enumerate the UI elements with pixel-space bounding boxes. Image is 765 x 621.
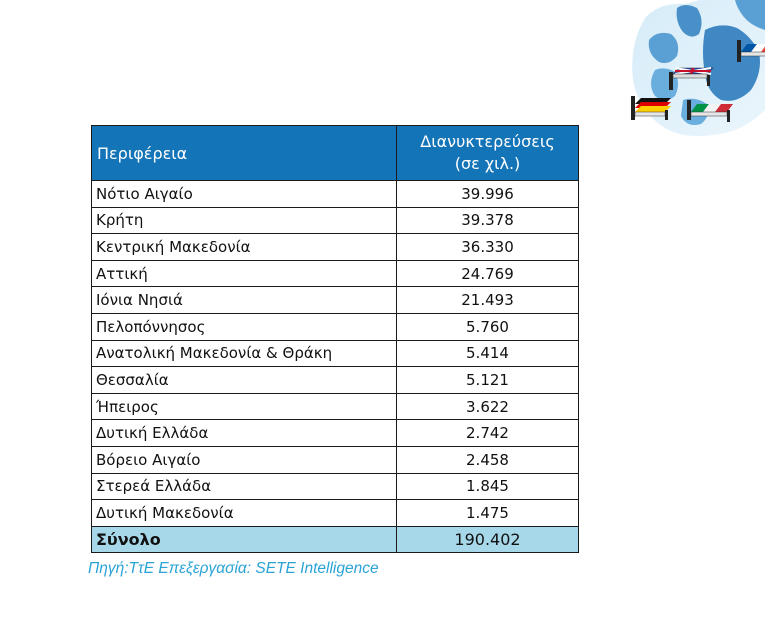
table-row <box>92 446 579 473</box>
region-cell: Πελοπόννησος <box>92 313 397 340</box>
table-row <box>92 367 579 394</box>
value-cell: 21.493 <box>397 287 579 314</box>
table-row <box>92 500 579 527</box>
region-cell: Κρήτη <box>92 207 397 234</box>
region-cell: Κεντρική Μακεδονία <box>92 234 397 261</box>
value-cell: 39.378 <box>397 207 579 234</box>
region-cell: Δυτική Ελλάδα <box>92 420 397 447</box>
region-cell: Βόρειο Αιγαίο <box>92 446 397 473</box>
table-header-row <box>92 126 579 181</box>
value-cell: 2.458 <box>397 446 579 473</box>
table-row <box>92 234 579 261</box>
value-cell: 24.769 <box>397 260 579 287</box>
value-cell: 5.121 <box>397 367 579 394</box>
table-row <box>92 420 579 447</box>
total-value: 190.402 <box>397 526 579 552</box>
value-cell: 39.996 <box>397 181 579 208</box>
source-note: Πηγή:ΤτΕ Επεξεργασία: SETE Intelligence <box>88 560 379 577</box>
total-label: Σύνολο <box>92 526 397 552</box>
value-cell: 3.622 <box>397 393 579 420</box>
region-cell: Ιόνια Νησιά <box>92 287 397 314</box>
table-row <box>92 340 579 367</box>
table-row <box>92 393 579 420</box>
table-row <box>92 260 579 287</box>
column-header-region: Περιφέρεια <box>92 126 397 181</box>
region-cell: Ήπειρος <box>92 393 397 420</box>
region-cell: Στερεά Ελλάδα <box>92 473 397 500</box>
value-cell: 1.475 <box>397 500 579 527</box>
table-row <box>92 181 579 208</box>
table-row <box>92 473 579 500</box>
value-cell: 5.760 <box>397 313 579 340</box>
table-row <box>92 287 579 314</box>
europe-map-beds-flags-icon <box>625 0 765 140</box>
region-cell: Ανατολική Μακεδονία & Θράκη <box>92 340 397 367</box>
column-header-overnight-stays <box>397 126 579 181</box>
value-cell: 2.742 <box>397 420 579 447</box>
column-header-overnight-stays-line2: (σε χιλ.) <box>454 154 521 173</box>
table-row <box>92 313 579 340</box>
total-row <box>92 526 579 552</box>
region-cell: Νότιο Αιγαίο <box>92 181 397 208</box>
region-cell: Θεσσαλία <box>92 367 397 394</box>
table-row <box>92 207 579 234</box>
region-cell: Δυτική Μακεδονία <box>92 500 397 527</box>
overnight-stays-table <box>91 125 579 553</box>
value-cell: 1.845 <box>397 473 579 500</box>
value-cell: 5.414 <box>397 340 579 367</box>
value-cell: 36.330 <box>397 234 579 261</box>
column-header-overnight-stays-line1: Διανυκτερεύσεις <box>420 132 555 151</box>
region-cell: Αττική <box>92 260 397 287</box>
